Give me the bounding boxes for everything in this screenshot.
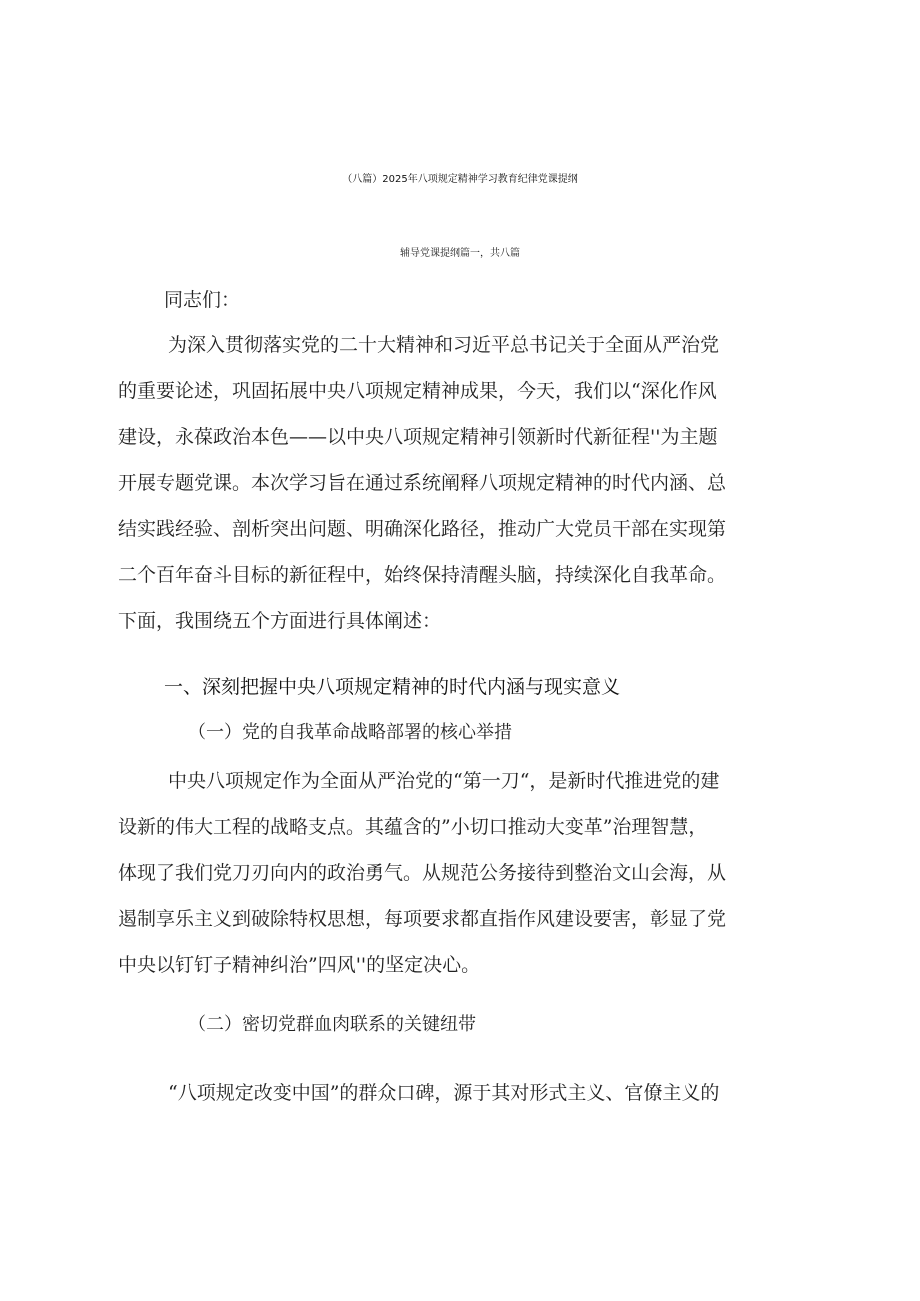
subsection-paragraph bbox=[118, 758, 818, 988]
body-line: 中央以钉钉子精神纠治”四风''的坚定决心。 bbox=[118, 954, 481, 976]
intro-line: 结实践经验、剖析突出问题、明确深化路径，推动广大党员干部在实现第 bbox=[118, 518, 727, 540]
intro-line: 开展专题党课。本次学习旨在通过系统阐释八项规定精神的时代内涵、总 bbox=[118, 472, 727, 494]
subsection-title: （一）党的自我革命战略部署的核心举措 bbox=[188, 722, 512, 743]
intro-line: 的重要论述，巩固拓展中央八项规定精神成果，今天，我们以“深化作风 bbox=[118, 380, 717, 402]
body-line: “八项规定改变中国”的群众口碑，源于其对形式主义、官僚主义的 bbox=[168, 1082, 720, 1104]
intro-line: 建设，永葆政治本色——以中央八项规定精神引领新时代新征程''为主题 bbox=[118, 426, 718, 448]
body-line: 设新的伟大工程的战略支点。其蕴含的”小切口推动大变革”治理智慧， bbox=[118, 816, 708, 838]
document-subtitle: 辅导党课提纲篇一，共八篇 bbox=[400, 248, 520, 259]
intro-paragraph bbox=[118, 322, 818, 644]
section-heading: 一、深刻把握中央八项规定精神的时代内涵与现实意义 bbox=[164, 676, 621, 698]
subsection-paragraph bbox=[118, 1070, 818, 1116]
body-line: 中央八项规定作为全面从严治党的“第一刀“，是新时代推进党的建 bbox=[168, 770, 720, 792]
body-line: 遏制享乐主义到破除特权思想，每项要求都直指作风建设要害，彰显了党 bbox=[118, 908, 727, 930]
intro-line: 下面，我围绕五个方面进行具体阐述： bbox=[118, 610, 442, 632]
intro-line: 二个百年奋斗目标的新征程中，始终保持清醒头脑，持续深化自我革命。 bbox=[118, 564, 727, 586]
subsection-title: （二）密切党群血肉联系的关键纽带 bbox=[188, 1014, 476, 1035]
greeting: 同志们： bbox=[164, 289, 241, 311]
document-title: （八篇）2025年八项规定精神学习教育纪律党课提纲 bbox=[342, 174, 578, 185]
intro-line: 为深入贯彻落实党的二十大精神和习近平总书记关于全面从严治党 bbox=[168, 334, 720, 356]
body-line: 体现了我们党刀刃向内的政治勇气。从规范公务接待到整治文山会海，从 bbox=[118, 862, 727, 884]
